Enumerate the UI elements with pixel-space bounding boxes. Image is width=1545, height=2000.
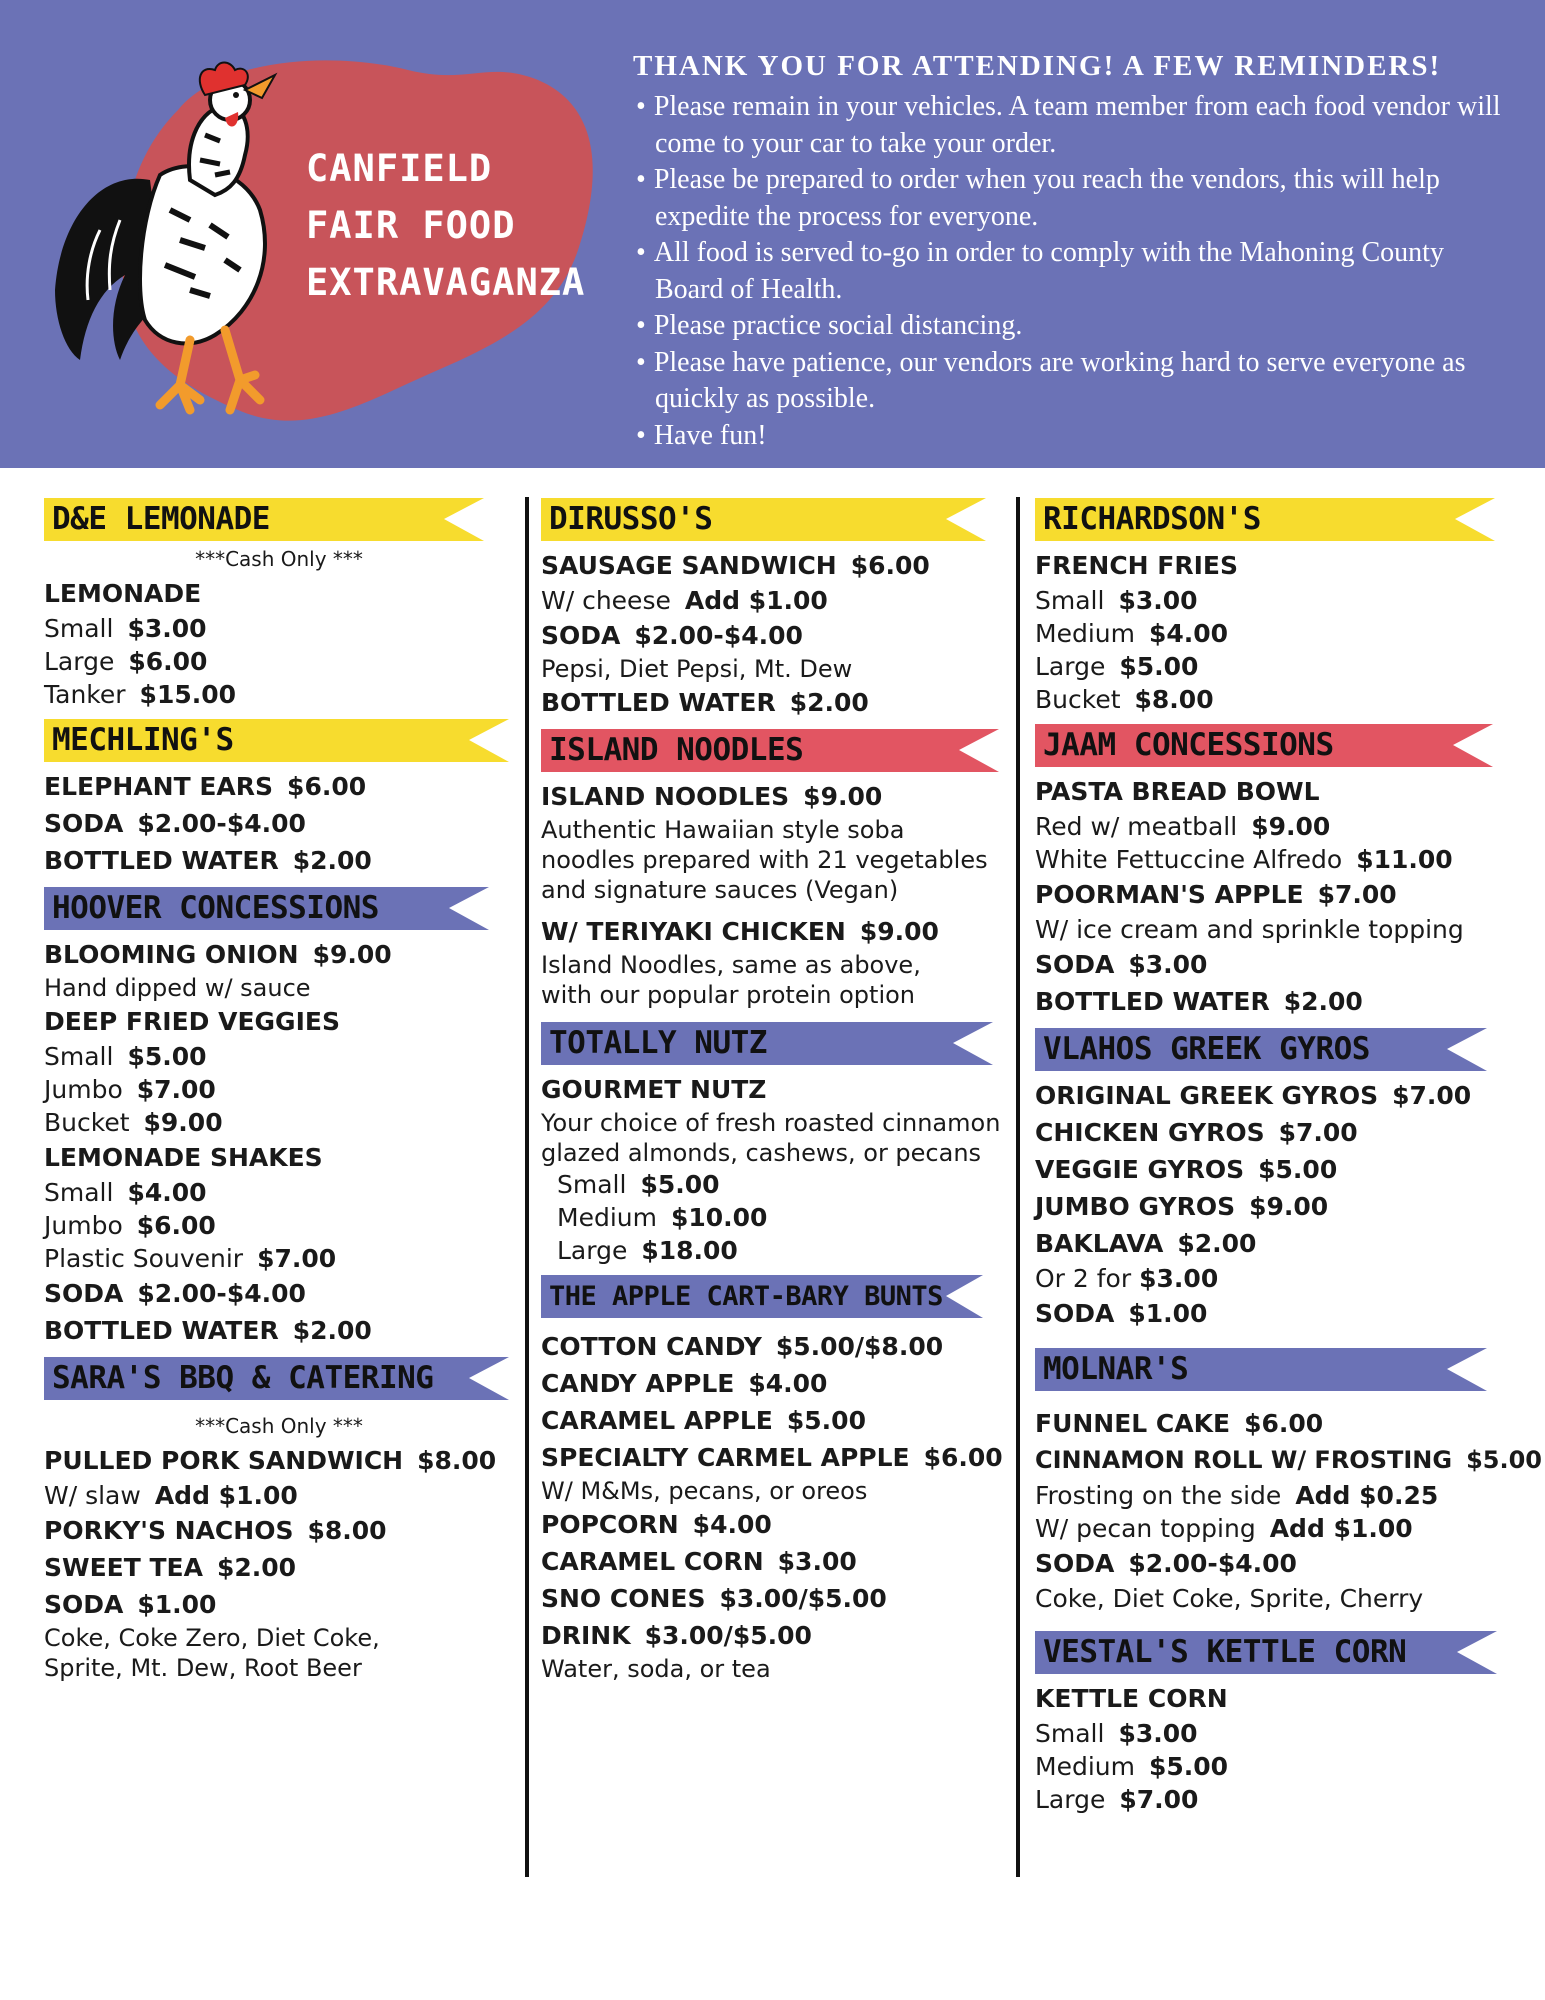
vendor-name: MECHLING'S: [52, 722, 234, 758]
price: $9.00: [1249, 1192, 1329, 1221]
price: $5.00: [1148, 1752, 1229, 1781]
price: $6.00: [287, 772, 367, 801]
menu-item: [1035, 1405, 1505, 1442]
item-label: Medium: [1035, 619, 1135, 648]
item-label: POPCORN: [541, 1510, 679, 1539]
price: $9.00: [803, 782, 883, 811]
menu-option: [1035, 617, 1505, 650]
menu-item: [1035, 1077, 1505, 1114]
vendor-mechlings: [44, 717, 514, 879]
menu-item: [541, 617, 1011, 654]
price: $2.00: [1177, 1229, 1257, 1258]
menu-column-2: [541, 496, 1011, 1690]
menu-item: [541, 1617, 1011, 1654]
price: $4.00: [1148, 619, 1229, 648]
vendor-totally-nutz: [541, 1016, 1011, 1267]
item-label: PASTA BREAD BOWL: [1035, 777, 1320, 806]
price: $3.00: [127, 614, 207, 643]
item-description: Your choice of fresh roasted cinnamon: [541, 1109, 1001, 1137]
price: $8.00: [417, 1446, 497, 1475]
price: $7.00: [257, 1244, 337, 1273]
item-label: Small: [44, 614, 114, 643]
vendor-name: ISLAND NOODLES: [549, 732, 804, 768]
cash-only-note: ***Cash Only ***: [195, 1414, 363, 1438]
column-divider: [1016, 497, 1020, 1877]
item-label: Medium: [557, 1203, 657, 1232]
price: $2.00-$4.00: [1128, 1549, 1297, 1578]
price: $6.00: [136, 1211, 216, 1240]
reminder-item: • All food is served to-go in order to comply with the Mahoning County Board of Health.: [633, 235, 1513, 308]
menu-option: [1035, 1262, 1505, 1295]
menu-item: [44, 936, 514, 973]
menu-item: [1035, 1114, 1505, 1151]
item-label: BAKLAVA: [1035, 1229, 1164, 1258]
menu-option: [44, 1479, 514, 1512]
menu-item: [541, 1580, 1011, 1617]
item-label: Medium: [1035, 1752, 1135, 1781]
event-title-line-1: CANFIELD: [306, 147, 493, 190]
item-description: and signature sauces (Vegan): [541, 876, 899, 904]
item-label: PORKY'S NACHOS: [44, 1516, 294, 1545]
menu-item: [541, 913, 1011, 950]
vendor-banner: [1035, 1629, 1505, 1676]
price: $15.00: [139, 680, 237, 709]
price: $2.00-$4.00: [137, 809, 306, 838]
menu-option: [1035, 810, 1505, 843]
item-description: Water, soda, or tea: [541, 1655, 771, 1683]
vendor-banner: [1035, 496, 1505, 543]
reminders-list: [633, 89, 1513, 454]
vendor-banner: [541, 1020, 1011, 1067]
price: $7.00: [1278, 1118, 1358, 1147]
menu-option: [1035, 683, 1505, 716]
item-label: CHICKEN GYROS: [1035, 1118, 1265, 1147]
price: $10.00: [670, 1203, 768, 1232]
menu-option: [1035, 650, 1505, 683]
vendor-banner: [1035, 1026, 1505, 1073]
item-label: SODA: [1035, 950, 1115, 979]
item-label: PULLED PORK SANDWICH: [44, 1446, 404, 1475]
vendor-name: D&E LEMONADE: [52, 501, 270, 537]
reminder-item: • Please practice social distancing.: [633, 308, 1513, 345]
vendor-banner: [1035, 1346, 1505, 1393]
vendor-banner: [541, 1273, 1011, 1320]
item-label: Frosting on the side: [1035, 1481, 1282, 1510]
price: $6.00: [128, 647, 208, 676]
price: $5.00: [640, 1170, 720, 1199]
menu-option: [44, 1106, 514, 1139]
price: $4.00: [127, 1178, 207, 1207]
price: $6.00: [1244, 1409, 1324, 1438]
menu-option: [1035, 1512, 1505, 1545]
menu-option: [1035, 1479, 1505, 1512]
vendor-hoover-concessions: [44, 885, 514, 1349]
price: $3.00/$5.00: [644, 1621, 812, 1650]
vendor-island-noodles: [541, 727, 1011, 1010]
menu-item: [541, 778, 1011, 815]
menu-item: [44, 1139, 514, 1176]
menu-option: [541, 1168, 1011, 1201]
item-label: SODA: [1035, 1299, 1115, 1328]
menu-item: [44, 575, 514, 612]
menu-item: [44, 1512, 514, 1549]
vendor-name: DIRUSSO'S: [549, 501, 713, 537]
item-label: SAUSAGE SANDWICH: [541, 551, 837, 580]
menu-item: [44, 1549, 514, 1586]
price: $3.00: [777, 1547, 857, 1576]
price: Add $1.00: [684, 586, 828, 615]
item-description: noodles prepared with 21 vegetables: [541, 846, 988, 874]
menu-column-1: [44, 496, 514, 1689]
menu-item: [44, 1312, 514, 1349]
price: $6.00: [850, 551, 930, 580]
item-description: Sprite, Mt. Dew, Root Beer: [44, 1654, 362, 1682]
vendor-banner: [541, 496, 1011, 543]
reminder-item: • Please have patience, our vendors are working hard to serve everyone as quickly as possible.: [633, 345, 1513, 418]
menu-item: [541, 684, 1011, 721]
menu-item: [1035, 1295, 1505, 1332]
item-label: KETTLE CORN: [1035, 1684, 1228, 1713]
price: Add $1.00: [154, 1481, 298, 1510]
item-description: with our popular protein option: [541, 981, 916, 1009]
menu-option: [1035, 1783, 1505, 1816]
menu-item: [541, 1402, 1011, 1439]
menu-item: [44, 1586, 514, 1623]
item-label: Small: [1035, 586, 1105, 615]
menu-item: [1035, 547, 1505, 584]
event-title: [306, 140, 606, 311]
item-label: ORIGINAL GREEK GYROS: [1035, 1081, 1379, 1110]
vendor-name: HOOVER CONCESSIONS: [52, 890, 379, 926]
vendor-saras-bbq: [44, 1355, 514, 1683]
menu-item: [1035, 773, 1505, 810]
reminder-item: • Please remain in your vehicles. A team member from each food vendor will come to your car to take your order.: [633, 89, 1513, 162]
item-label: CARAMEL CORN: [541, 1547, 764, 1576]
item-label: BOTTLED WATER: [44, 1316, 279, 1345]
price: $5.00: [1258, 1155, 1338, 1184]
menu-item: [44, 768, 514, 805]
item-label: Jumbo: [44, 1211, 123, 1240]
price: $18.00: [641, 1236, 738, 1265]
price: $5.00: [786, 1406, 866, 1435]
item-label: Small: [44, 1178, 114, 1207]
menu-option: [541, 584, 1011, 617]
item-label: Bucket: [1035, 685, 1121, 714]
menu-item: [1035, 1442, 1543, 1479]
vendor-banner: [44, 1355, 514, 1402]
item-label: Plastic Souvenir: [44, 1244, 244, 1273]
price: $5.00/$8.00: [775, 1332, 944, 1361]
menu-item: [1035, 946, 1505, 983]
menu-item: [541, 1071, 1011, 1108]
item-description: Coke, Diet Coke, Sprite, Cherry: [1035, 1584, 1424, 1613]
menu-option: [44, 645, 514, 678]
menu-option: [1035, 1750, 1505, 1783]
item-label: Large: [44, 647, 115, 676]
vendor-dirussos: [541, 496, 1011, 721]
menu-item: [1035, 1151, 1505, 1188]
price: $4.00: [692, 1510, 772, 1539]
menu-option: [1035, 843, 1505, 876]
vendor-name: VLAHOS GREEK GYROS: [1043, 1031, 1370, 1067]
item-label: Large: [557, 1236, 628, 1265]
price: $9.00: [859, 917, 939, 946]
menu-item: [44, 1442, 514, 1479]
price: $3.00: [1139, 1264, 1219, 1293]
price: Add $1.00: [1269, 1514, 1413, 1543]
item-label: White Fettuccine Alfredo: [1035, 845, 1343, 874]
item-label: ISLAND NOODLES: [541, 782, 790, 811]
menu-item: [1035, 1188, 1505, 1225]
item-label: W/ TERIYAKI CHICKEN: [541, 917, 846, 946]
menu-option: [44, 1073, 514, 1106]
vendor-de-lemonade: [44, 496, 514, 711]
reminder-item: • Have fun!: [633, 418, 1513, 455]
price: $3.00: [1118, 1719, 1198, 1748]
vendor-vestals-kettle-corn: [1035, 1621, 1505, 1816]
vendor-name: RICHARDSON'S: [1043, 501, 1261, 537]
item-label: SODA: [1035, 1549, 1115, 1578]
price: $2.00: [292, 1316, 372, 1345]
menu-item: [541, 1365, 1011, 1402]
reminders-title: THANK YOU FOR ATTENDING! A FEW REMINDERS!: [633, 50, 1442, 82]
item-label: SWEET TEA: [44, 1553, 203, 1582]
menu-option: [44, 1209, 514, 1242]
item-label: BOTTLED WATER: [1035, 987, 1270, 1016]
item-description: Hand dipped w/ sauce: [44, 974, 311, 1002]
price: $3.00/$5.00: [719, 1584, 887, 1613]
price: $1.00: [1128, 1299, 1208, 1328]
item-label: W/ pecan topping: [1035, 1514, 1256, 1543]
price: $5.00: [127, 1042, 207, 1071]
vendor-name: JAAM CONCESSIONS: [1043, 727, 1334, 763]
vendor-vlahos-greek-gyros: [1035, 1026, 1505, 1332]
item-label: SODA: [541, 621, 621, 650]
menu-option: [44, 678, 514, 711]
price: $7.00: [136, 1075, 216, 1104]
item-label: COTTON CANDY: [541, 1332, 762, 1361]
price: $8.00: [1134, 685, 1214, 714]
price: $3.00: [1118, 586, 1198, 615]
cash-only-note: ***Cash Only ***: [195, 547, 363, 571]
price: $2.00: [292, 846, 372, 875]
vendor-jaam-concessions: [1035, 722, 1505, 1020]
item-label: Bucket: [44, 1108, 130, 1137]
vendor-name: THE APPLE CART-BARY BUNTS: [549, 1281, 943, 1312]
price: $7.00: [1392, 1081, 1472, 1110]
price: $5.00: [1119, 652, 1199, 681]
item-label: Small: [44, 1042, 114, 1071]
menu-option: [44, 1176, 514, 1209]
vendor-name: SARA'S BBQ & CATERING: [52, 1360, 434, 1396]
vendor-apple-cart: [541, 1273, 1011, 1684]
item-label: SODA: [44, 809, 124, 838]
price: $5.00: [1466, 1446, 1543, 1474]
price: $7.00: [1119, 1785, 1199, 1814]
item-label: ELEPHANT EARS: [44, 772, 274, 801]
item-label: W/ slaw: [44, 1481, 141, 1510]
menu-item: [541, 547, 1011, 584]
price: $3.00: [1128, 950, 1208, 979]
item-label: FRENCH FRIES: [1035, 551, 1239, 580]
vendor-banner: [44, 496, 514, 543]
price: $7.00: [1317, 880, 1397, 909]
vendor-banner: [1035, 722, 1505, 769]
item-label: FUNNEL CAKE: [1035, 1409, 1231, 1438]
item-label: Tanker: [44, 680, 126, 709]
price: $2.00: [216, 1553, 297, 1582]
menu-item: [44, 1003, 514, 1040]
item-label: CINNAMON ROLL W/ FROSTING: [1035, 1446, 1453, 1474]
price: $2.00: [1283, 987, 1363, 1016]
menu-item: [541, 1439, 1011, 1476]
reminder-item: • Please be prepared to order when you reach the vendors, this will help expedite the process for everyone.: [633, 162, 1513, 235]
price: Add $0.25: [1295, 1481, 1439, 1510]
vendor-banner: [44, 885, 514, 932]
event-title-line-3: EXTRAVAGANZA: [306, 261, 586, 304]
item-label: Large: [1035, 652, 1106, 681]
price: $9.00: [1251, 812, 1331, 841]
menu-column-3: [1035, 496, 1543, 1822]
item-description: W/ M&Ms, pecans, or oreos: [541, 1477, 868, 1505]
vendor-name: MOLNAR'S: [1043, 1351, 1189, 1387]
item-label: DEEP FRIED VEGGIES: [44, 1007, 340, 1036]
item-label: VEGGIE GYROS: [1035, 1155, 1245, 1184]
menu-item: [541, 1543, 1011, 1580]
item-label: Small: [557, 1170, 627, 1199]
vendor-name: TOTALLY NUTZ: [549, 1025, 767, 1061]
item-label: CARAMEL APPLE: [541, 1406, 773, 1435]
reminders-block: [633, 50, 1513, 454]
item-label: DRINK: [541, 1621, 631, 1650]
menu-option: [44, 1242, 514, 1275]
price: $1.00: [137, 1590, 217, 1619]
item-label: CANDY APPLE: [541, 1369, 735, 1398]
rooster-icon: [40, 60, 330, 430]
item-description: W/ ice cream and sprinkle topping: [1035, 915, 1464, 944]
item-label: BOTTLED WATER: [541, 688, 776, 717]
item-description: glazed almonds, cashews, or pecans: [541, 1139, 982, 1167]
menu-option: [541, 1201, 1011, 1234]
vendor-name: VESTAL'S KETTLE CORN: [1043, 1634, 1407, 1670]
item-description: Authentic Hawaiian style soba: [541, 816, 905, 844]
item-label: BOTTLED WATER: [44, 846, 279, 875]
menu-option: [541, 1234, 1011, 1267]
price: $8.00: [307, 1516, 387, 1545]
menu-item: [1035, 876, 1505, 913]
vendor-banner: [541, 727, 1011, 774]
header-banner: [0, 0, 1545, 468]
price: $6.00: [923, 1443, 1003, 1472]
menu-item: [541, 1506, 1011, 1543]
price: $11.00: [1356, 845, 1453, 874]
event-title-line-2: FAIR FOOD: [306, 204, 516, 247]
vendor-molnars: [1035, 1338, 1543, 1615]
vendor-richardsons: [1035, 496, 1505, 716]
item-label: Jumbo: [44, 1075, 123, 1104]
menu-item: [44, 805, 514, 842]
item-label: LEMONADE: [44, 579, 202, 608]
item-label: SPECIALTY CARMEL APPLE: [541, 1443, 910, 1472]
menu-option: [44, 1040, 514, 1073]
item-label: JUMBO GYROS: [1035, 1192, 1236, 1221]
menu-item: [1035, 1545, 1505, 1582]
item-description: Coke, Coke Zero, Diet Coke,: [44, 1624, 380, 1652]
menu-item: [44, 842, 514, 879]
menu-option: [44, 612, 514, 645]
menu-item: [1035, 1680, 1505, 1717]
price: $2.00-$4.00: [137, 1279, 306, 1308]
item-label: Large: [1035, 1785, 1106, 1814]
menu-item: [44, 1275, 514, 1312]
item-label: POORMAN'S APPLE: [1035, 880, 1304, 909]
item-description: Island Noodles, same as above,: [541, 951, 921, 979]
item-label: Or 2 for: [1035, 1264, 1132, 1293]
menu-option: [1035, 584, 1505, 617]
price: $2.00-$4.00: [634, 621, 803, 650]
item-label: BLOOMING ONION: [44, 940, 299, 969]
item-label: SNO CONES: [541, 1584, 706, 1613]
price: $9.00: [143, 1108, 223, 1137]
item-label: SODA: [44, 1590, 124, 1619]
item-label: LEMONADE SHAKES: [44, 1143, 323, 1172]
price: $4.00: [748, 1369, 828, 1398]
menu-item: [1035, 1225, 1505, 1262]
item-label: GOURMET NUTZ: [541, 1075, 767, 1104]
vendor-banner: [44, 717, 514, 764]
item-description: Pepsi, Diet Pepsi, Mt. Dew: [541, 655, 853, 683]
menu-item: [541, 1328, 1011, 1365]
menu-item: [1035, 983, 1505, 1020]
item-label: Small: [1035, 1719, 1105, 1748]
price: $2.00: [789, 688, 869, 717]
item-label: Red w/ meatball: [1035, 812, 1238, 841]
item-label: W/ cheese: [541, 586, 671, 615]
price: $9.00: [312, 940, 392, 969]
item-label: SODA: [44, 1279, 124, 1308]
column-divider: [525, 497, 529, 1877]
menu-option: [1035, 1717, 1505, 1750]
